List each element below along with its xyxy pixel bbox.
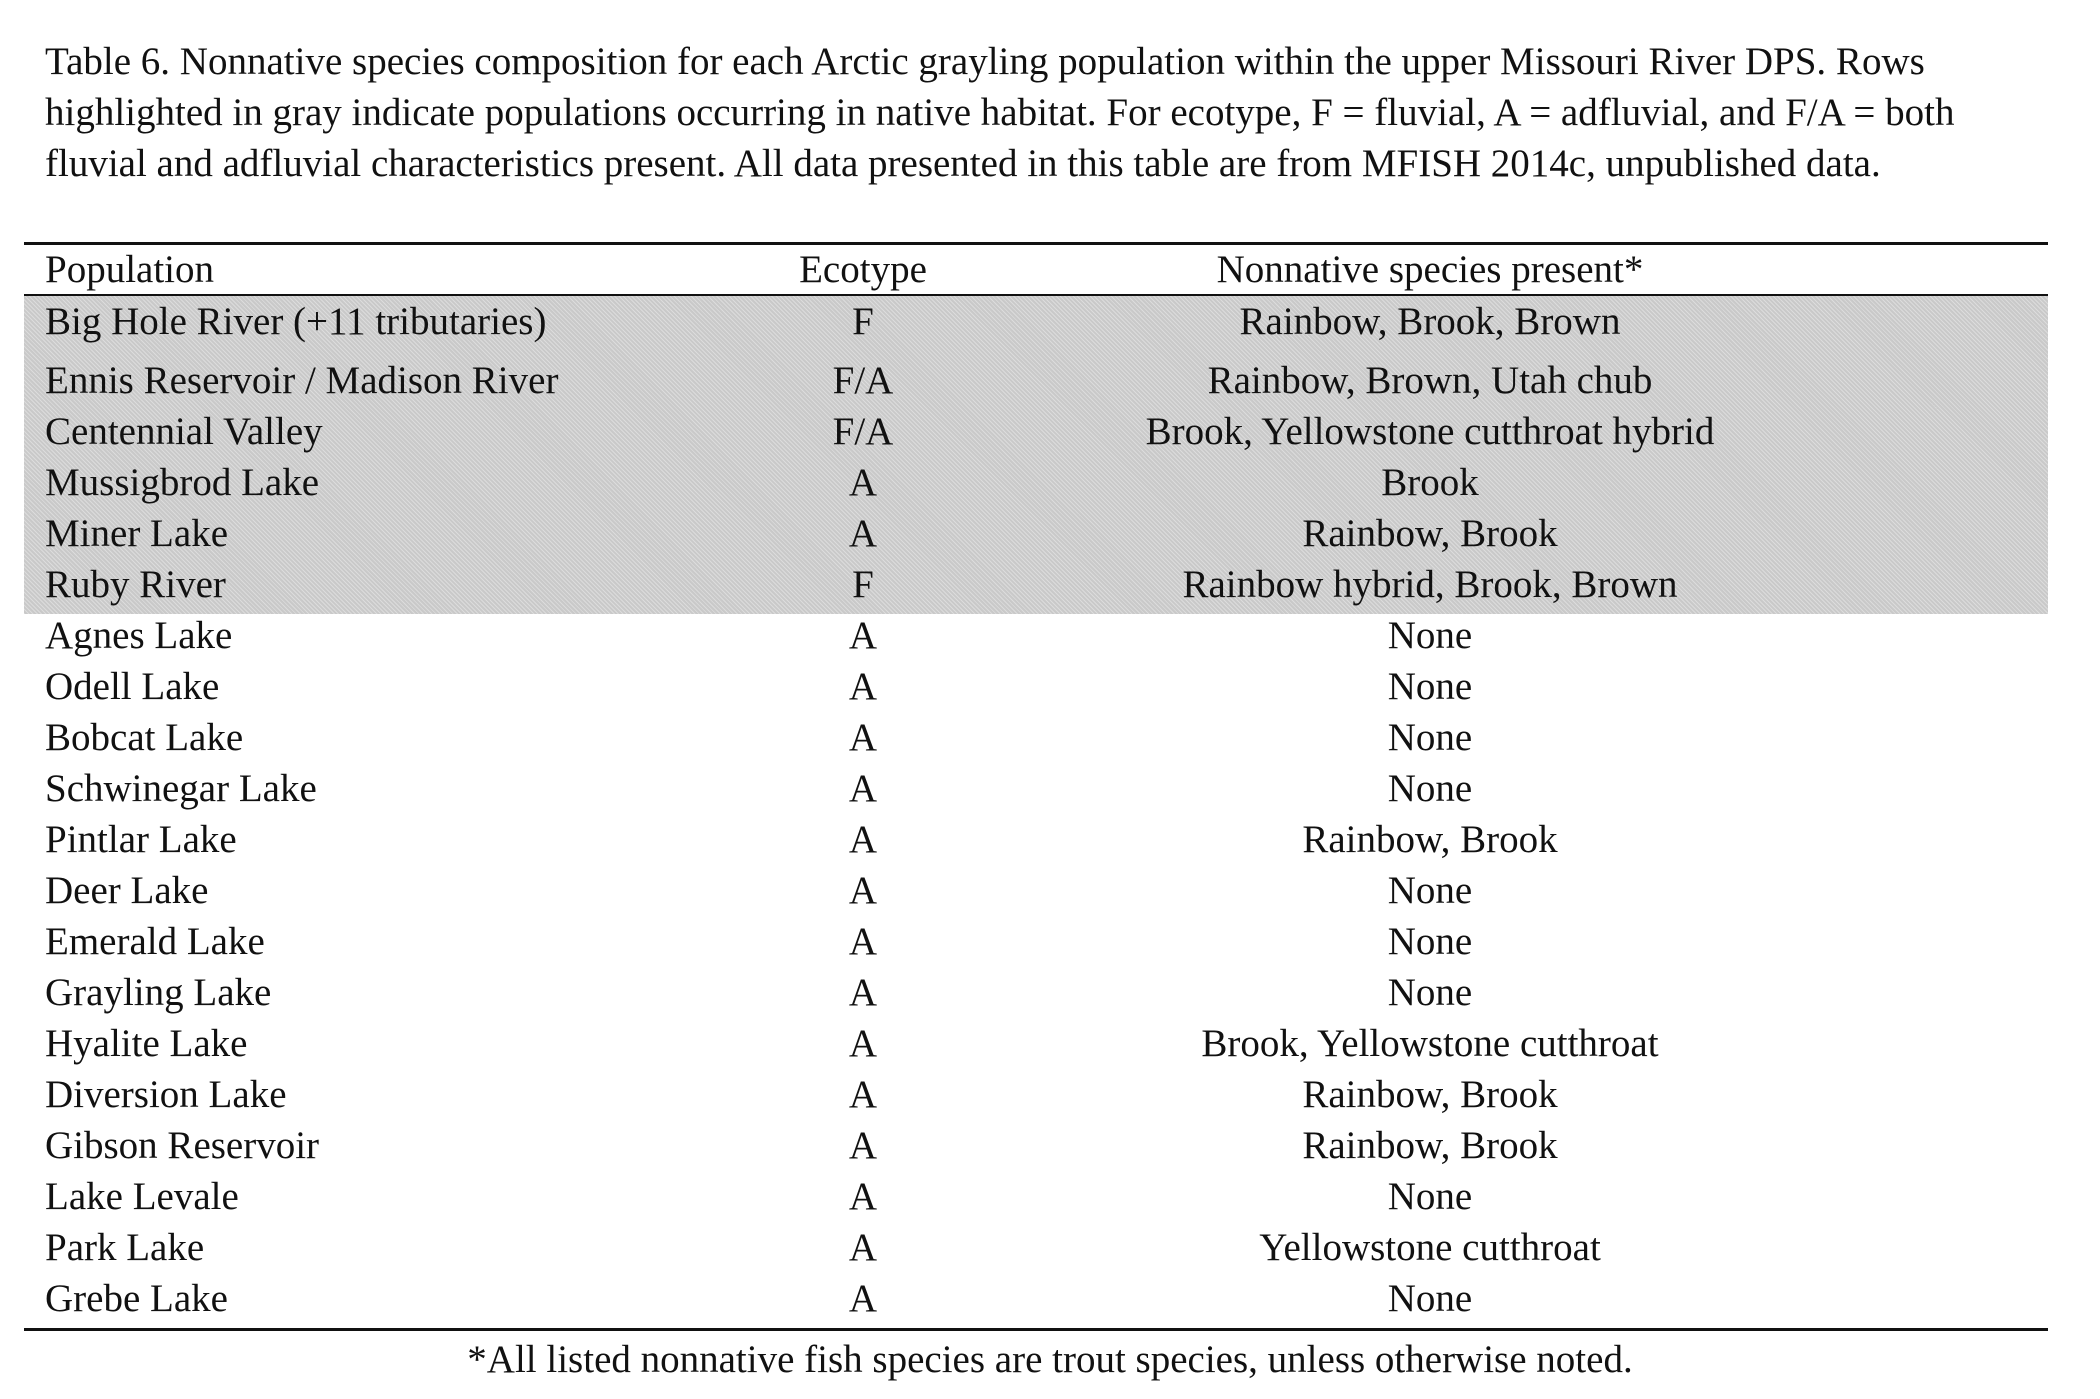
ecotype-cell: A (848, 461, 878, 504)
nonnative-cell: None (1387, 1277, 1473, 1320)
nonnative-cell: Rainbow, Brook (1302, 512, 1558, 555)
table-caption: Table 6. Nonnative species composition for each Arctic grayling population within the upper Missouri River DPS. Rows highlighted in gray indicate populations occurring in native habitat. For ecotype, F = fluvial, A = adfluvial, and F/A = both fluvial and adfluvial characteristics present. All data presented in this table are from MFISH 2014c, unpublished data. (45, 40, 1955, 185)
ecotype-cell: A (848, 818, 878, 861)
ecotype-cell: A (848, 1175, 878, 1218)
population-cell: Odell Lake (45, 665, 220, 708)
table-row (0, 296, 2100, 347)
population-cell: Deer Lake (45, 869, 209, 912)
ecotype-cell: A (848, 1073, 878, 1116)
nonnative-cell: Rainbow hybrid, Brook, Brown (1182, 563, 1678, 606)
nonnative-cell: Rainbow, Brook (1302, 818, 1558, 861)
nonnative-cell: Rainbow, Brown, Utah chub (1207, 359, 1653, 402)
nonnative-cell: Rainbow, Brook (1302, 1073, 1558, 1116)
population-cell: Emerald Lake (45, 920, 265, 963)
nonnative-cell: Rainbow, Brook (1302, 1124, 1558, 1167)
ecotype-cell: A (848, 971, 878, 1014)
ecotype-cell: A (848, 869, 878, 912)
table-row (0, 1018, 2100, 1069)
nonnative-cell: Brook, Yellowstone cutthroat hybrid (1145, 410, 1715, 453)
population-cell: Ruby River (45, 563, 226, 606)
ecotype-cell: F/A (832, 410, 894, 453)
header-nonnative-species: Nonnative species present* (1216, 248, 1644, 291)
nonnative-cell: None (1387, 614, 1473, 657)
table-row (0, 916, 2100, 967)
table-row (0, 406, 2100, 457)
table-row (0, 610, 2100, 661)
table-row (0, 355, 2100, 406)
ecotype-cell: A (848, 767, 878, 810)
header-ecotype: Ecotype (799, 248, 927, 291)
table-row (0, 661, 2100, 712)
nonnative-cell: None (1387, 665, 1473, 708)
ecotype-cell: A (848, 1124, 878, 1167)
population-cell: Centennial Valley (45, 410, 323, 453)
table-row (0, 1171, 2100, 1222)
population-cell: Grebe Lake (45, 1277, 228, 1320)
nonnative-cell: Brook, Yellowstone cutthroat (1201, 1022, 1659, 1065)
table-row (0, 712, 2100, 763)
population-cell: Park Lake (45, 1226, 205, 1269)
ecotype-cell: A (848, 665, 878, 708)
table-row (0, 1069, 2100, 1120)
table-row (0, 865, 2100, 916)
ecotype-cell: A (848, 716, 878, 759)
nonnative-cell: None (1387, 716, 1473, 759)
nonnative-cell: Rainbow, Brook, Brown (1239, 300, 1621, 343)
ecotype-cell: F/A (832, 359, 894, 402)
population-cell: Hyalite Lake (45, 1022, 248, 1065)
ecotype-cell: A (848, 1022, 878, 1065)
ecotype-cell: A (848, 1277, 878, 1320)
ecotype-cell: A (848, 512, 878, 555)
population-cell: Agnes Lake (45, 614, 233, 657)
table-row (0, 508, 2100, 559)
table-row (0, 1120, 2100, 1171)
ecotype-cell: A (848, 614, 878, 657)
nonnative-cell: None (1387, 920, 1473, 963)
table-header-row (0, 244, 2100, 295)
table-footnote: *All listed nonnative fish species are trout species, unless otherwise noted. (467, 1338, 1633, 1381)
nonnative-cell: Yellowstone cutthroat (1259, 1226, 1601, 1269)
nonnative-cell: None (1387, 767, 1473, 810)
table-row (0, 763, 2100, 814)
population-cell: Mussigbrod Lake (45, 461, 320, 504)
population-cell: Diversion Lake (45, 1073, 287, 1116)
population-cell: Gibson Reservoir (45, 1124, 320, 1167)
header-population: Population (45, 248, 215, 291)
ecotype-cell: A (848, 1226, 878, 1269)
population-cell: Grayling Lake (45, 971, 272, 1014)
population-cell: Schwinegar Lake (45, 767, 317, 810)
nonnative-cell: Brook (1381, 461, 1479, 504)
table-row (0, 457, 2100, 508)
nonnative-cell: None (1387, 1175, 1473, 1218)
ecotype-cell: F (852, 300, 874, 343)
table-row (0, 1273, 2100, 1324)
population-cell: Miner Lake (45, 512, 229, 555)
population-cell: Bobcat Lake (45, 716, 244, 759)
nonnative-cell: None (1387, 971, 1473, 1014)
nonnative-cell: None (1387, 869, 1473, 912)
table-row (0, 1222, 2100, 1273)
population-cell: Pintlar Lake (45, 818, 237, 861)
ecotype-cell: A (848, 920, 878, 963)
ecotype-cell: F (852, 563, 874, 606)
table-row (0, 814, 2100, 865)
table-row (0, 967, 2100, 1018)
table-row (0, 559, 2100, 610)
population-cell: Ennis Reservoir / Madison River (45, 359, 559, 402)
population-cell: Big Hole River (+11 tributaries) (45, 300, 547, 343)
population-cell: Lake Levale (45, 1175, 239, 1218)
